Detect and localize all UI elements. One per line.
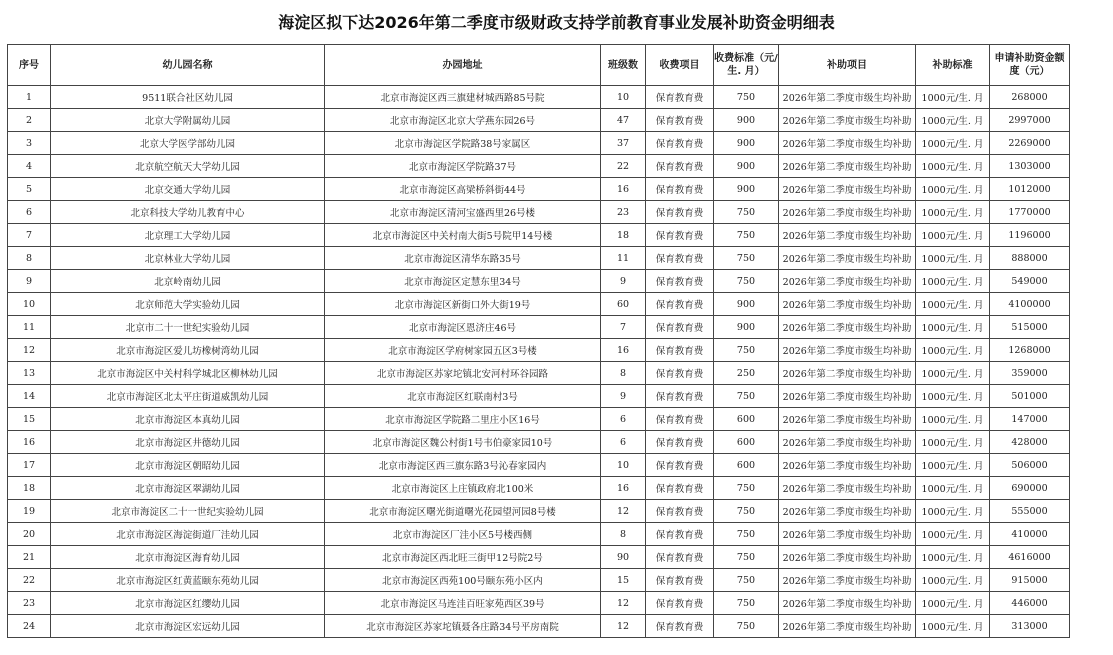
cell-row-index: 2 (8, 109, 51, 132)
cell-subsidy-amount: 359000 (990, 362, 1070, 385)
cell-class-count: 12 (601, 592, 646, 615)
table-row (8, 86, 1070, 109)
cell-fee-standard: 750 (714, 339, 779, 362)
cell-address: 北京市海淀区北京大学燕东园26号 (325, 109, 601, 132)
cell-fee-item: 保育教育费 (646, 523, 714, 546)
cell-row-index: 16 (8, 431, 51, 454)
cell-subsidy-standard: 1000元/生. 月 (916, 155, 990, 178)
header-kindergarten-name: 幼儿园名称 (51, 45, 325, 86)
cell-address: 北京市海淀区高梁桥斜街44号 (325, 178, 601, 201)
cell-subsidy-amount: 888000 (990, 247, 1070, 270)
cell-row-index: 24 (8, 615, 51, 638)
cell-fee-standard: 750 (714, 224, 779, 247)
cell-subsidy-amount: 2269000 (990, 132, 1070, 155)
cell-row-index: 14 (8, 385, 51, 408)
header-index: 序号 (8, 45, 51, 86)
cell-row-index: 8 (8, 247, 51, 270)
cell-address: 北京市海淀区清华东路35号 (325, 247, 601, 270)
cell-class-count: 6 (601, 408, 646, 431)
cell-subsidy-amount: 1303000 (990, 155, 1070, 178)
cell-subsidy-item: 2026年第二季度市级生均补助 (779, 569, 916, 592)
cell-subsidy-item: 2026年第二季度市级生均补助 (779, 247, 916, 270)
cell-class-count: 12 (601, 615, 646, 638)
cell-class-count: 9 (601, 385, 646, 408)
cell-fee-item: 保育教育费 (646, 224, 714, 247)
cell-subsidy-standard: 1000元/生. 月 (916, 178, 990, 201)
cell-fee-standard: 750 (714, 523, 779, 546)
cell-subsidy-amount: 1012000 (990, 178, 1070, 201)
cell-address: 北京市海淀区红联南村3号 (325, 385, 601, 408)
cell-row-index: 23 (8, 592, 51, 615)
header-address: 办园地址 (325, 45, 601, 86)
cell-subsidy-standard: 1000元/生. 月 (916, 247, 990, 270)
cell-subsidy-amount: 501000 (990, 385, 1070, 408)
cell-class-count: 7 (601, 316, 646, 339)
cell-class-count: 47 (601, 109, 646, 132)
cell-subsidy-item: 2026年第二季度市级生均补助 (779, 86, 916, 109)
cell-class-count: 10 (601, 86, 646, 109)
header-subsidy-item: 补助项目 (779, 45, 916, 86)
cell-subsidy-amount: 410000 (990, 523, 1070, 546)
cell-row-index: 17 (8, 454, 51, 477)
cell-class-count: 22 (601, 155, 646, 178)
cell-subsidy-standard: 1000元/生. 月 (916, 615, 990, 638)
cell-fee-standard: 600 (714, 431, 779, 454)
cell-fee-standard: 750 (714, 546, 779, 569)
cell-subsidy-amount: 1196000 (990, 224, 1070, 247)
cell-subsidy-standard: 1000元/生. 月 (916, 362, 990, 385)
cell-subsidy-standard: 1000元/生. 月 (916, 454, 990, 477)
cell-subsidy-item: 2026年第二季度市级生均补助 (779, 523, 916, 546)
cell-subsidy-standard: 1000元/生. 月 (916, 569, 990, 592)
cell-class-count: 37 (601, 132, 646, 155)
header-class-count: 班级数 (601, 45, 646, 86)
cell-class-count: 23 (601, 201, 646, 224)
cell-fee-item: 保育教育费 (646, 477, 714, 500)
cell-subsidy-item: 2026年第二季度市级生均补助 (779, 293, 916, 316)
cell-subsidy-item: 2026年第二季度市级生均补助 (779, 408, 916, 431)
cell-subsidy-amount: 268000 (990, 86, 1070, 109)
cell-row-index: 5 (8, 178, 51, 201)
cell-row-index: 4 (8, 155, 51, 178)
cell-subsidy-amount: 690000 (990, 477, 1070, 500)
cell-subsidy-amount: 506000 (990, 454, 1070, 477)
header-fee-standard: 收费标准（元/生. 月） (714, 45, 779, 86)
cell-subsidy-amount: 313000 (990, 615, 1070, 638)
table-row (8, 477, 1070, 500)
cell-fee-item: 保育教育费 (646, 592, 714, 615)
header-subsidy-amount: 申请补助资金额度（元） (990, 45, 1070, 86)
cell-subsidy-amount: 555000 (990, 500, 1070, 523)
cell-fee-standard: 750 (714, 477, 779, 500)
cell-class-count: 9 (601, 270, 646, 293)
cell-class-count: 11 (601, 247, 646, 270)
cell-kindergarten-name: 北京市海淀区朝昭幼儿园 (51, 454, 325, 477)
cell-kindergarten-name: 北京市海淀区海育幼儿园 (51, 546, 325, 569)
cell-subsidy-standard: 1000元/生. 月 (916, 431, 990, 454)
cell-fee-standard: 750 (714, 569, 779, 592)
cell-address: 北京市海淀区苏家坨镇北安河村环谷园路 (325, 362, 601, 385)
cell-kindergarten-name: 北京大学附属幼儿园 (51, 109, 325, 132)
cell-subsidy-standard: 1000元/生. 月 (916, 523, 990, 546)
cell-fee-standard: 750 (714, 500, 779, 523)
cell-class-count: 6 (601, 431, 646, 454)
cell-fee-item: 保育教育费 (646, 247, 714, 270)
cell-subsidy-standard: 1000元/生. 月 (916, 500, 990, 523)
cell-fee-item: 保育教育费 (646, 362, 714, 385)
cell-row-index: 11 (8, 316, 51, 339)
cell-fee-item: 保育教育费 (646, 408, 714, 431)
cell-address: 北京市海淀区中关村南大街5号院甲14号楼 (325, 224, 601, 247)
cell-address: 北京市海淀区西苑100号颐东苑小区内 (325, 569, 601, 592)
cell-kindergarten-name: 北京市海淀区红黄蓝颐东苑幼儿园 (51, 569, 325, 592)
cell-fee-standard: 250 (714, 362, 779, 385)
cell-kindergarten-name: 北京市海淀区北太平庄街道威凯幼儿园 (51, 385, 325, 408)
cell-row-index: 6 (8, 201, 51, 224)
cell-fee-item: 保育教育费 (646, 454, 714, 477)
cell-row-index: 20 (8, 523, 51, 546)
table-row (8, 339, 1070, 362)
cell-kindergarten-name: 北京市海淀区红缨幼儿园 (51, 592, 325, 615)
cell-address: 北京市海淀区苏家坨镇聂各庄路34号平房南院 (325, 615, 601, 638)
cell-fee-standard: 750 (714, 86, 779, 109)
cell-address: 北京市海淀区马连洼百旺家苑西区39号 (325, 592, 601, 615)
cell-kindergarten-name: 北京市海淀区海淀街道厂洼幼儿园 (51, 523, 325, 546)
cell-subsidy-amount: 4616000 (990, 546, 1070, 569)
cell-subsidy-amount: 446000 (990, 592, 1070, 615)
table-row (8, 569, 1070, 592)
cell-kindergarten-name: 北京航空航天大学幼儿园 (51, 155, 325, 178)
cell-subsidy-standard: 1000元/生. 月 (916, 109, 990, 132)
cell-class-count: 60 (601, 293, 646, 316)
cell-row-index: 22 (8, 569, 51, 592)
cell-subsidy-standard: 1000元/生. 月 (916, 339, 990, 362)
cell-kindergarten-name: 北京岭南幼儿园 (51, 270, 325, 293)
cell-subsidy-item: 2026年第二季度市级生均补助 (779, 615, 916, 638)
cell-subsidy-standard: 1000元/生. 月 (916, 293, 990, 316)
cell-row-index: 18 (8, 477, 51, 500)
cell-kindergarten-name: 北京科技大学幼儿教育中心 (51, 201, 325, 224)
table-row (8, 293, 1070, 316)
cell-subsidy-item: 2026年第二季度市级生均补助 (779, 224, 916, 247)
cell-class-count: 8 (601, 523, 646, 546)
table-row (8, 408, 1070, 431)
cell-fee-item: 保育教育费 (646, 132, 714, 155)
cell-subsidy-standard: 1000元/生. 月 (916, 546, 990, 569)
cell-class-count: 8 (601, 362, 646, 385)
cell-row-index: 3 (8, 132, 51, 155)
cell-fee-item: 保育教育费 (646, 385, 714, 408)
cell-class-count: 16 (601, 339, 646, 362)
cell-subsidy-amount: 147000 (990, 408, 1070, 431)
cell-fee-item: 保育教育费 (646, 615, 714, 638)
table-row (8, 362, 1070, 385)
cell-kindergarten-name: 北京大学医学部幼儿园 (51, 132, 325, 155)
cell-subsidy-item: 2026年第二季度市级生均补助 (779, 270, 916, 293)
table-header-row (8, 45, 1070, 86)
cell-subsidy-item: 2026年第二季度市级生均补助 (779, 316, 916, 339)
cell-subsidy-item: 2026年第二季度市级生均补助 (779, 362, 916, 385)
cell-class-count: 16 (601, 477, 646, 500)
cell-kindergarten-name: 北京市二十一世纪实验幼儿园 (51, 316, 325, 339)
cell-kindergarten-name: 9511联合社区幼儿园 (51, 86, 325, 109)
cell-subsidy-amount: 1268000 (990, 339, 1070, 362)
cell-subsidy-amount: 915000 (990, 569, 1070, 592)
cell-address: 北京市海淀区魏公村街1号韦伯豪家园10号 (325, 431, 601, 454)
cell-fee-standard: 750 (714, 247, 779, 270)
cell-fee-item: 保育教育费 (646, 109, 714, 132)
table-row (8, 132, 1070, 155)
cell-subsidy-standard: 1000元/生. 月 (916, 408, 990, 431)
table-row (8, 500, 1070, 523)
cell-subsidy-amount: 549000 (990, 270, 1070, 293)
cell-fee-item: 保育教育费 (646, 201, 714, 224)
cell-subsidy-item: 2026年第二季度市级生均补助 (779, 592, 916, 615)
cell-subsidy-standard: 1000元/生. 月 (916, 86, 990, 109)
cell-fee-standard: 900 (714, 132, 779, 155)
cell-kindergarten-name: 北京交通大学幼儿园 (51, 178, 325, 201)
cell-kindergarten-name: 北京市海淀区井德幼儿园 (51, 431, 325, 454)
cell-subsidy-standard: 1000元/生. 月 (916, 477, 990, 500)
cell-address: 北京市海淀区西三旗建材城西路85号院 (325, 86, 601, 109)
cell-subsidy-item: 2026年第二季度市级生均补助 (779, 431, 916, 454)
cell-kindergarten-name: 北京师范大学实验幼儿园 (51, 293, 325, 316)
cell-subsidy-item: 2026年第二季度市级生均补助 (779, 201, 916, 224)
cell-subsidy-amount: 515000 (990, 316, 1070, 339)
cell-fee-item: 保育教育费 (646, 293, 714, 316)
cell-subsidy-item: 2026年第二季度市级生均补助 (779, 385, 916, 408)
cell-address: 北京市海淀区学府树家园五区3号楼 (325, 339, 601, 362)
cell-subsidy-amount: 4100000 (990, 293, 1070, 316)
cell-subsidy-item: 2026年第二季度市级生均补助 (779, 477, 916, 500)
cell-fee-standard: 750 (714, 385, 779, 408)
cell-address: 北京市海淀区厂洼小区5号楼西侧 (325, 523, 601, 546)
cell-fee-item: 保育教育费 (646, 500, 714, 523)
table-row (8, 546, 1070, 569)
cell-address: 北京市海淀区清河宝盛西里26号楼 (325, 201, 601, 224)
cell-subsidy-item: 2026年第二季度市级生均补助 (779, 546, 916, 569)
cell-row-index: 13 (8, 362, 51, 385)
header-fee-item: 收费项目 (646, 45, 714, 86)
cell-fee-standard: 900 (714, 109, 779, 132)
cell-row-index: 7 (8, 224, 51, 247)
cell-fee-standard: 750 (714, 592, 779, 615)
cell-class-count: 12 (601, 500, 646, 523)
cell-fee-standard: 900 (714, 293, 779, 316)
cell-subsidy-standard: 1000元/生. 月 (916, 385, 990, 408)
cell-fee-item: 保育教育费 (646, 339, 714, 362)
cell-fee-item: 保育教育费 (646, 546, 714, 569)
cell-address: 北京市海淀区学院路37号 (325, 155, 601, 178)
cell-fee-item: 保育教育费 (646, 86, 714, 109)
cell-subsidy-standard: 1000元/生. 月 (916, 316, 990, 339)
cell-kindergarten-name: 北京市海淀区二十一世纪实验幼儿园 (51, 500, 325, 523)
cell-fee-item: 保育教育费 (646, 178, 714, 201)
cell-fee-standard: 600 (714, 408, 779, 431)
cell-row-index: 19 (8, 500, 51, 523)
cell-kindergarten-name: 北京林业大学幼儿园 (51, 247, 325, 270)
cell-kindergarten-name: 北京市海淀区爱儿坊橡树湾幼儿园 (51, 339, 325, 362)
cell-fee-item: 保育教育费 (646, 569, 714, 592)
table-row (8, 592, 1070, 615)
cell-address: 北京市海淀区曙光街道曙光花园望河园8号楼 (325, 500, 601, 523)
cell-address: 北京市海淀区学院路38号家属区 (325, 132, 601, 155)
cell-kindergarten-name: 北京市海淀区宏远幼儿园 (51, 615, 325, 638)
cell-row-index: 1 (8, 86, 51, 109)
subsidy-table (7, 44, 1070, 638)
cell-subsidy-item: 2026年第二季度市级生均补助 (779, 178, 916, 201)
cell-address: 北京市海淀区上庄镇政府北100米 (325, 477, 601, 500)
cell-row-index: 9 (8, 270, 51, 293)
cell-class-count: 16 (601, 178, 646, 201)
cell-subsidy-item: 2026年第二季度市级生均补助 (779, 109, 916, 132)
cell-address: 北京市海淀区定慧东里34号 (325, 270, 601, 293)
table-row (8, 431, 1070, 454)
cell-kindergarten-name: 北京市海淀区中关村科学城北区柳林幼儿园 (51, 362, 325, 385)
cell-address: 北京市海淀区学院路二里庄小区16号 (325, 408, 601, 431)
cell-subsidy-standard: 1000元/生. 月 (916, 270, 990, 293)
cell-row-index: 10 (8, 293, 51, 316)
cell-subsidy-amount: 428000 (990, 431, 1070, 454)
cell-fee-item: 保育教育费 (646, 431, 714, 454)
table-row (8, 109, 1070, 132)
table-row (8, 270, 1070, 293)
cell-fee-item: 保育教育费 (646, 316, 714, 339)
table-row (8, 454, 1070, 477)
cell-address: 北京市海淀区新街口外大街19号 (325, 293, 601, 316)
table-row (8, 178, 1070, 201)
cell-address: 北京市海淀区西三旗东路3号沁春家园内 (325, 454, 601, 477)
cell-subsidy-standard: 1000元/生. 月 (916, 224, 990, 247)
cell-fee-standard: 750 (714, 270, 779, 293)
table-row (8, 201, 1070, 224)
cell-subsidy-item: 2026年第二季度市级生均补助 (779, 500, 916, 523)
cell-row-index: 12 (8, 339, 51, 362)
cell-subsidy-item: 2026年第二季度市级生均补助 (779, 132, 916, 155)
cell-subsidy-standard: 1000元/生. 月 (916, 132, 990, 155)
cell-class-count: 10 (601, 454, 646, 477)
page-title: 海淀区拟下达2026年第二季度市级财政支持学前教育事业发展补助资金明细表 (278, 13, 835, 32)
cell-fee-item: 保育教育费 (646, 155, 714, 178)
cell-fee-standard: 900 (714, 316, 779, 339)
cell-subsidy-standard: 1000元/生. 月 (916, 201, 990, 224)
table-row (8, 316, 1070, 339)
cell-fee-standard: 600 (714, 454, 779, 477)
cell-kindergarten-name: 北京理工大学幼儿园 (51, 224, 325, 247)
cell-class-count: 90 (601, 546, 646, 569)
cell-fee-standard: 900 (714, 155, 779, 178)
cell-subsidy-amount: 2997000 (990, 109, 1070, 132)
cell-subsidy-item: 2026年第二季度市级生均补助 (779, 155, 916, 178)
table-row (8, 155, 1070, 178)
header-subsidy-standard: 补助标准 (916, 45, 990, 86)
cell-kindergarten-name: 北京市海淀区本真幼儿园 (51, 408, 325, 431)
cell-address: 北京市海淀区西北旺三街甲12号院2号 (325, 546, 601, 569)
table-row (8, 615, 1070, 638)
table-row (8, 224, 1070, 247)
cell-subsidy-standard: 1000元/生. 月 (916, 592, 990, 615)
cell-row-index: 15 (8, 408, 51, 431)
cell-address: 北京市海淀区恩济庄46号 (325, 316, 601, 339)
table-row (8, 523, 1070, 546)
cell-class-count: 15 (601, 569, 646, 592)
cell-fee-standard: 900 (714, 178, 779, 201)
cell-subsidy-amount: 1770000 (990, 201, 1070, 224)
cell-fee-item: 保育教育费 (646, 270, 714, 293)
cell-class-count: 18 (601, 224, 646, 247)
table-row (8, 247, 1070, 270)
cell-fee-standard: 750 (714, 201, 779, 224)
cell-fee-standard: 750 (714, 615, 779, 638)
cell-subsidy-item: 2026年第二季度市级生均补助 (779, 454, 916, 477)
table-row (8, 385, 1070, 408)
cell-kindergarten-name: 北京市海淀区翠湖幼儿园 (51, 477, 325, 500)
cell-row-index: 21 (8, 546, 51, 569)
cell-subsidy-item: 2026年第二季度市级生均补助 (779, 339, 916, 362)
